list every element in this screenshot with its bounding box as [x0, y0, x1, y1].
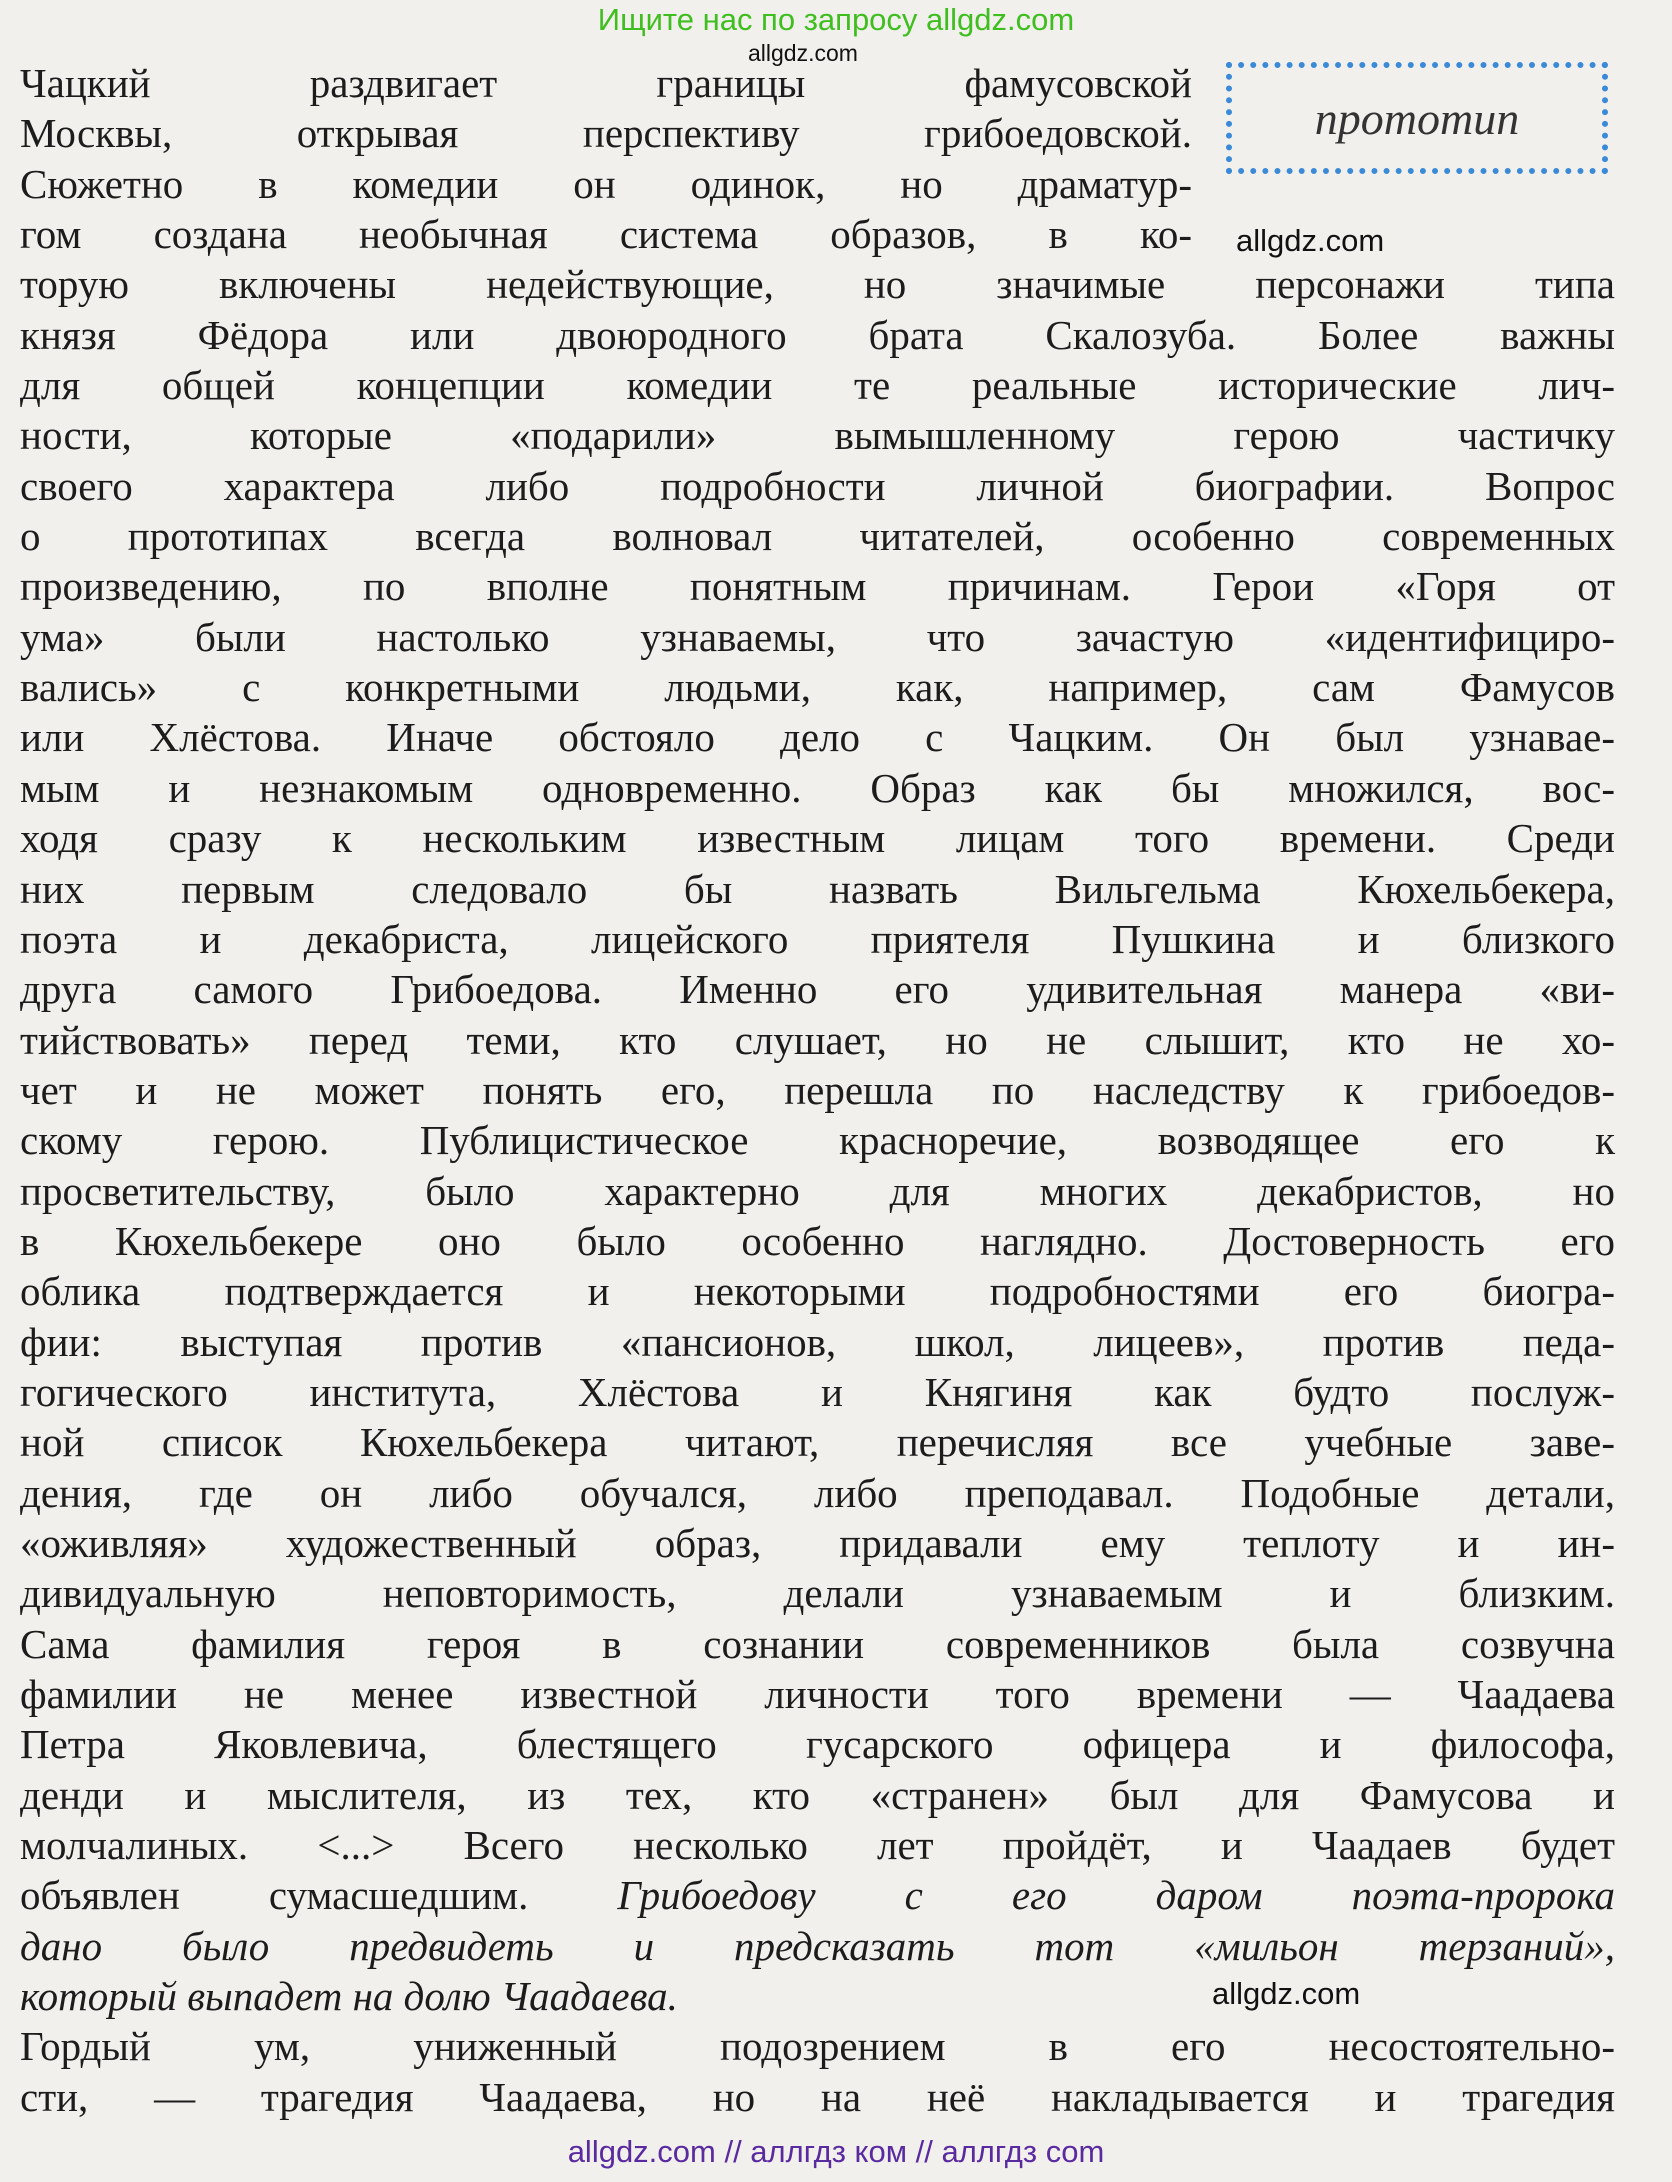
text-line: просветительству, было характерно для многих декабристов, но	[20, 1167, 1615, 1214]
text-line: друга самого Грибоедова. Именно его удивительная манера «ви-	[20, 966, 1615, 1013]
italic-line: который выпадет на долю Чаадаева.	[20, 1973, 678, 2020]
text-line: Чацкий раздвигает границы фамусовской	[20, 60, 1192, 106]
text-line: Сама фамилия героя в сознании современников была созвучна	[20, 1620, 1615, 1667]
text-line: в Кюхельбекере оно было особенно наглядно. Достоверность его	[20, 1217, 1615, 1264]
text-line: для общей концепции комедии те реальные исторические лич-	[20, 362, 1615, 409]
text-line: облика подтверждается и некоторыми подробностями его биогра-	[20, 1268, 1615, 1315]
text-line: произведению, по вполне понятным причинам. Герои «Горя от	[20, 563, 1615, 610]
text-line: поэта и декабриста, лицейского приятеля Пушкина и близкого	[20, 915, 1615, 962]
text-line: «оживляя» художественный образ, придавали ему теплоту и ин-	[20, 1519, 1615, 1566]
body-text	[20, 58, 1615, 2122]
text-line: тийствовать» перед теми, кто слушает, но не слышит, кто не хо-	[20, 1016, 1615, 1063]
text-line: гом создана необычная система образов, в ко-	[20, 211, 1192, 258]
text-line: князя Фёдора или двоюродного брата Скалозуба. Более важны	[20, 311, 1615, 358]
text-line: дивидуальную неповторимость, делали узнаваемым и близким.	[20, 1570, 1615, 1617]
text-line: Гордый ум, униженный подозрением в его несостоятельно-	[20, 2023, 1615, 2070]
watermark-mid: allgdz.com	[1212, 1976, 1361, 2011]
text-line: фамилии не менее известной личности того времени — Чаадаева	[20, 1671, 1615, 1717]
italic-line: дано было предвидеть и предсказать тот «мильон терзаний»,	[20, 1922, 1615, 1969]
watermark-top[interactable]: Ищите нас по запросу allgdz.com	[597, 2, 1075, 37]
watermark-bottom[interactable]: allgdz.com // аллгдз ком // аллгдз com	[567, 2134, 1105, 2169]
text-line: Сюжетно в комедии он одинок, но драматур-	[20, 160, 1192, 207]
text-line: гогического института, Хлёстова и Княгиня как будто послуж-	[20, 1368, 1615, 1415]
watermark-small: allgdz.com	[748, 40, 858, 66]
text-line: ходя сразу к нескольким известным лицам того времени. Среди	[20, 815, 1615, 862]
text-line: них первым следовало бы назвать Вильгельма Кюхельбекера,	[20, 865, 1615, 912]
text-line: Петра Яковлевича, блестящего гусарского офицера и философа,	[20, 1721, 1615, 1768]
italic-span: Грибоедову с его даром поэта-пророка	[617, 1872, 1615, 1919]
text-line: денди и мыслителя, из тех, кто «странен» был для Фамусова и	[20, 1771, 1615, 1818]
text-span: объявлен сумасшедшим.	[20, 1872, 618, 1919]
text-line: вались» с конкретными людьми, как, например, сам Фамусов	[20, 664, 1615, 711]
text-line: молчалиных. <...> Всего несколько лет пройдёт, и Чаадаев будет	[20, 1822, 1615, 1869]
text-line: дения, где он либо обучался, либо преподавал. Подобные детали,	[20, 1469, 1615, 1516]
watermark-mid: allgdz.com	[1236, 223, 1385, 258]
text-line: торую включены недействующие, но значимые персонажи типа	[20, 261, 1615, 308]
text-line: сти, — трагедия Чаадаева, но на неё накладывается и трагедия	[20, 2073, 1615, 2120]
text-line: чет и не может понять его, перешла по наследству к грибоедов-	[20, 1066, 1615, 1113]
text-line: о прототипах всегда волновал читателей, особенно современных	[20, 513, 1615, 560]
text-line: ности, которые «подарили» вымышленному герою частичку	[20, 412, 1615, 459]
text-line: мым и незнакомым одновременно. Образ как бы множился, вос-	[20, 764, 1615, 811]
margin-note-text: прототип	[1314, 92, 1520, 144]
text-line: ной список Кюхельбекера читают, перечисляя все учебные заве-	[20, 1419, 1615, 1466]
text-line: фии: выступая против «пансионов, школ, лицеев», против педа-	[20, 1318, 1615, 1365]
text-line: скому герою. Публицистическое красноречие, возводящее его к	[20, 1117, 1615, 1164]
text-line: или Хлёстова. Иначе обстояло дело с Чацким. Он был узнавае-	[20, 714, 1615, 761]
text-line-mixed	[20, 1870, 1615, 1920]
text-line: своего характера либо подробности личной биографии. Вопрос	[20, 462, 1615, 509]
text-line: ума» были настолько узнаваемы, что зачастую «идентифициро-	[20, 613, 1615, 660]
text-line: Москвы, открывая перспективу грибоедовской.	[20, 110, 1192, 157]
